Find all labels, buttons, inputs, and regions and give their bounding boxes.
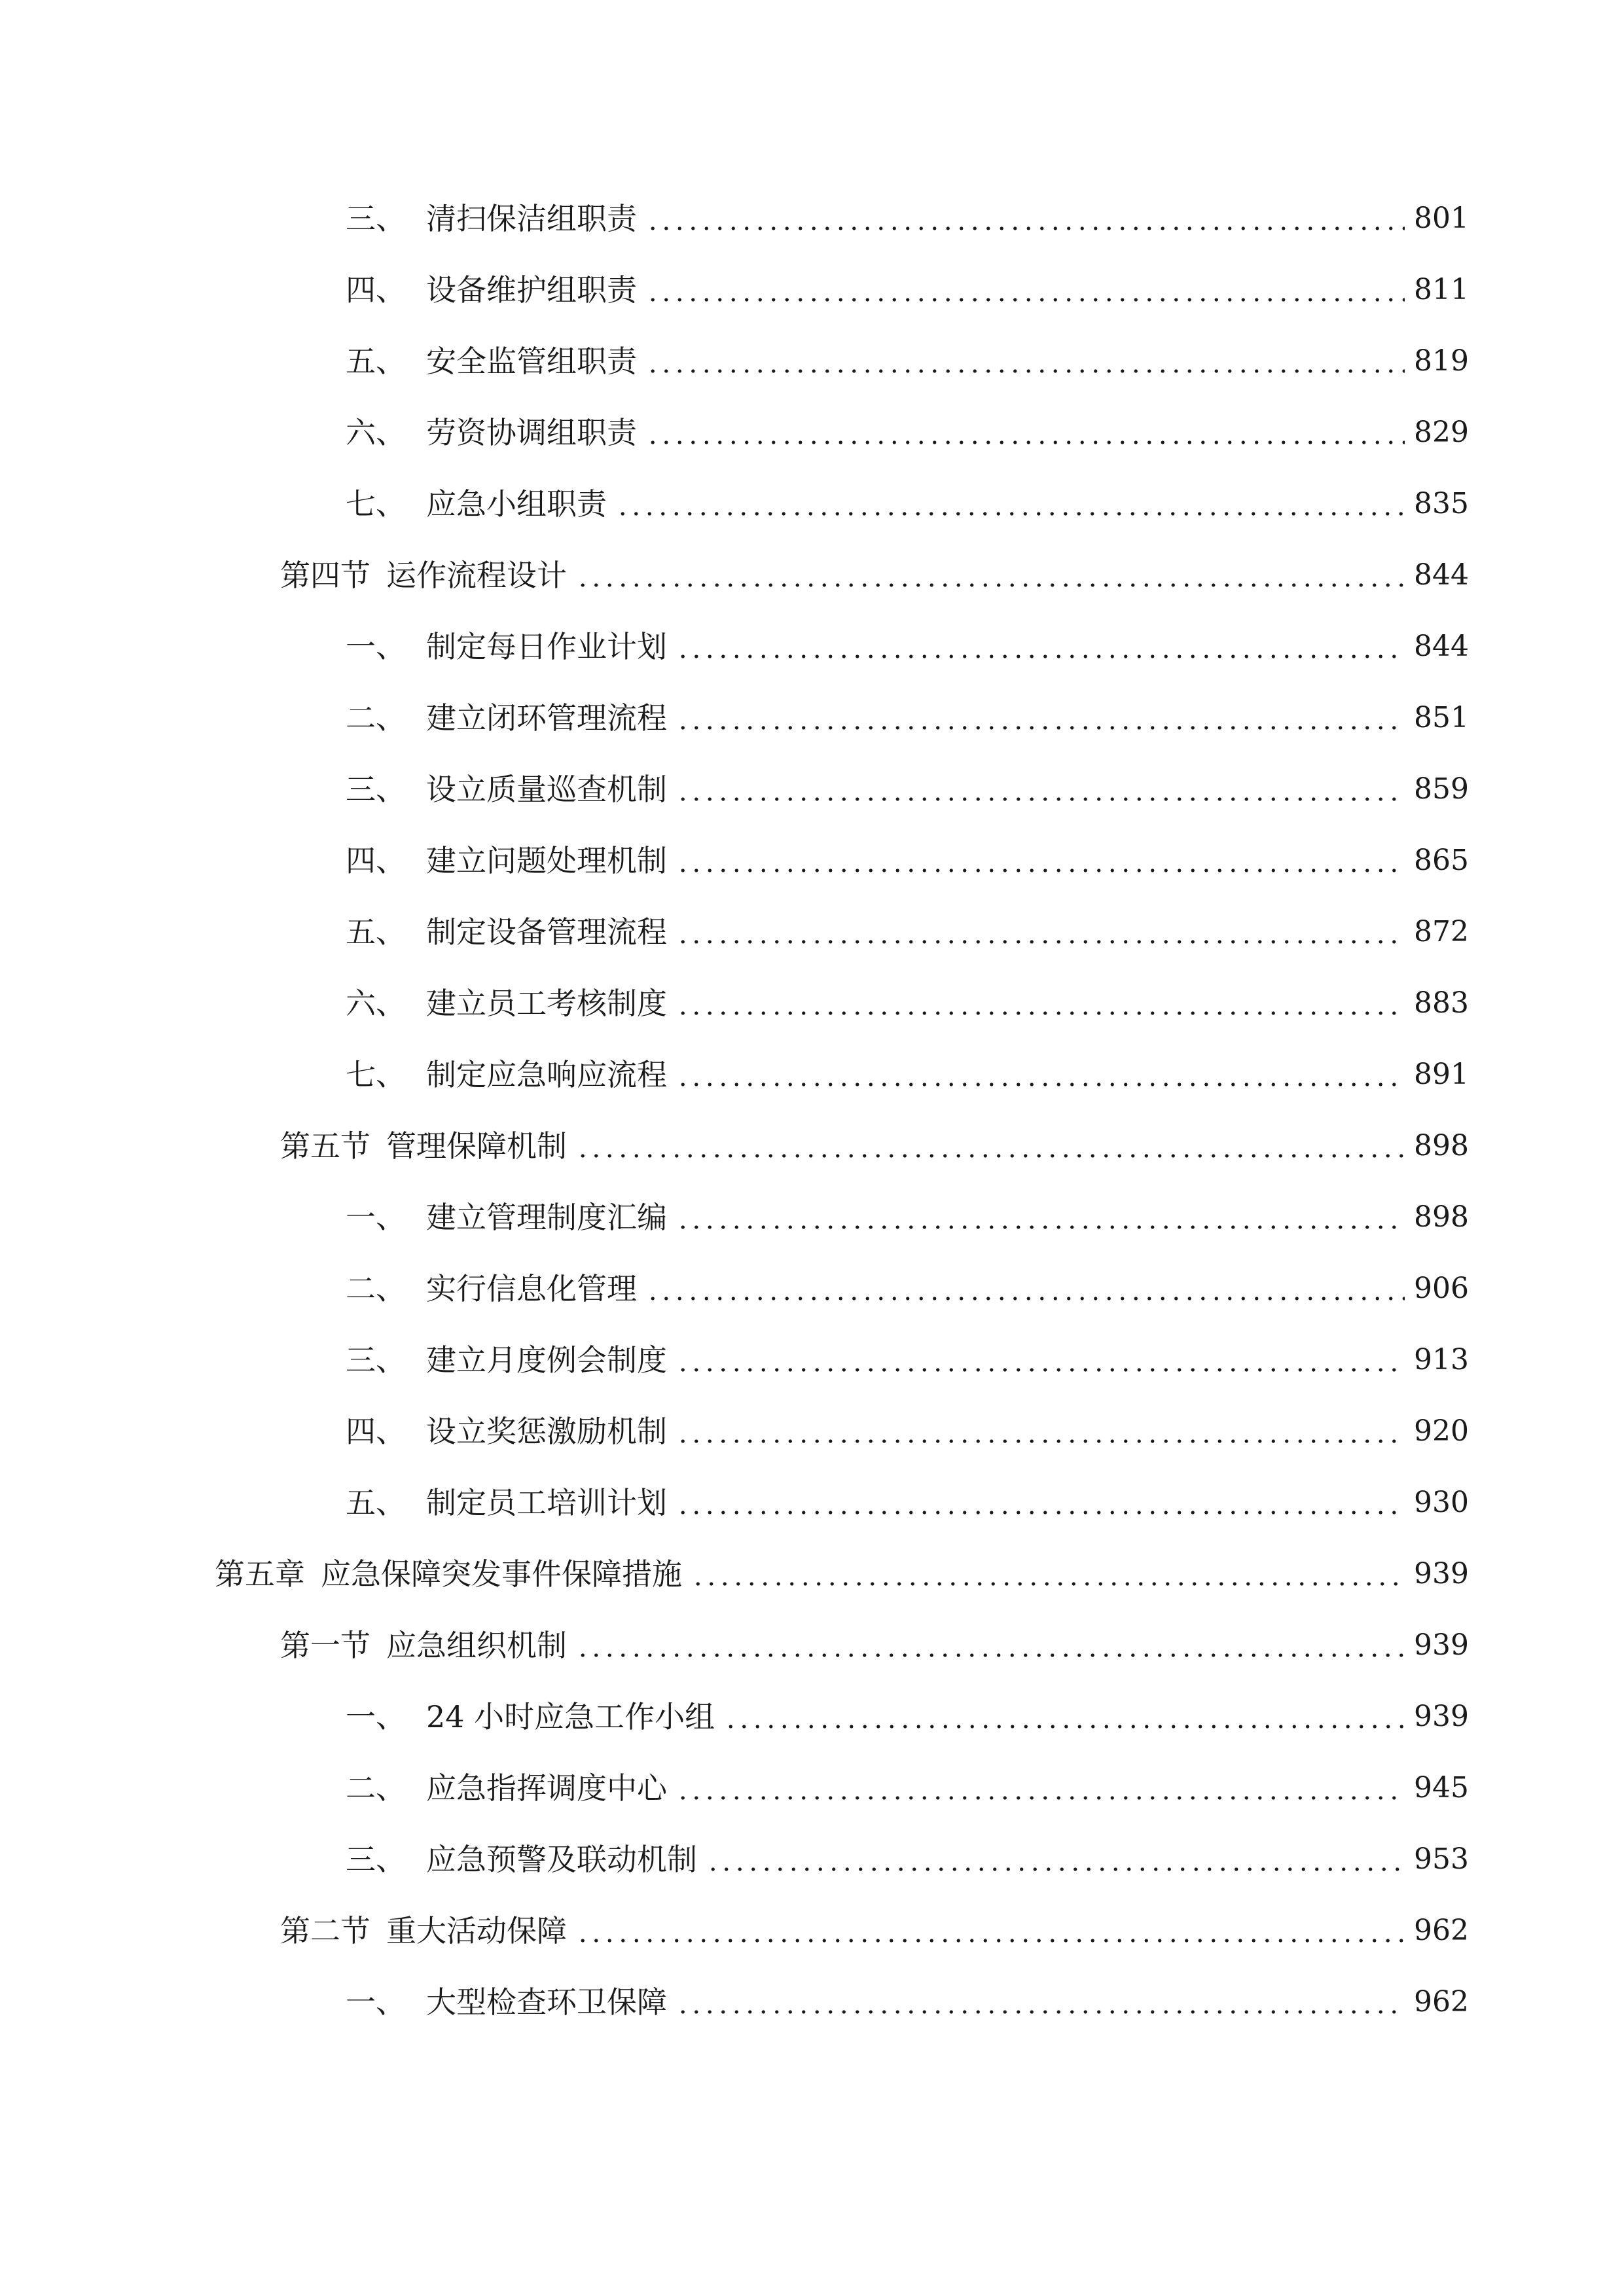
toc-entry-number: 三、: [346, 1842, 406, 1877]
toc-entry-title: 制定每日作业计划: [426, 629, 667, 664]
toc-entry-number: 一、: [346, 1699, 406, 1734]
toc-entry-title: 大型检查环卫保障: [426, 1984, 667, 2020]
dot-leader: [676, 1762, 1405, 1814]
dot-leader: [576, 1619, 1405, 1672]
dot-leader: [676, 692, 1405, 744]
toc-entry-number: 六、: [346, 986, 406, 1021]
toc-entry-page: 945: [1414, 1771, 1469, 1804]
toc-entry-page: 872: [1414, 915, 1469, 948]
toc-entry[interactable]: [346, 192, 1469, 245]
toc-entry-section[interactable]: [280, 1120, 1469, 1172]
toc-entry-title: 重大活动保障: [386, 1913, 567, 1948]
dot-leader: [576, 1120, 1405, 1172]
toc-entry-title: 建立闭环管理流程: [426, 700, 667, 736]
toc-entry-title: 安全监管组职责: [426, 344, 637, 379]
toc-entry[interactable]: [346, 1191, 1469, 1244]
toc-entry-number: 一、: [346, 1200, 406, 1235]
dot-leader: [676, 1976, 1405, 2028]
toc-entry[interactable]: [346, 1691, 1469, 1743]
dot-leader: [676, 620, 1405, 673]
toc-entry-title: 设立奖惩激励机制: [426, 1414, 667, 1449]
toc-entry-page: 891: [1414, 1058, 1469, 1091]
toc-entry-page: 851: [1414, 701, 1469, 734]
toc-entry-page: 898: [1414, 1129, 1469, 1162]
toc-entry-title: 建立问题处理机制: [426, 843, 667, 878]
toc-entry[interactable]: [346, 1477, 1469, 1529]
toc-entry-title: 应急指挥调度中心: [426, 1770, 667, 1806]
toc-entry-page: 920: [1414, 1414, 1469, 1448]
dot-leader: [676, 906, 1405, 958]
toc-entry-title: 应急组织机制: [386, 1628, 567, 1663]
toc-entry-page: 801: [1414, 202, 1469, 235]
toc-entry-number: 第一节: [280, 1628, 370, 1663]
dot-leader: [616, 478, 1405, 530]
toc-entry-page: 953: [1414, 1842, 1469, 1876]
toc-entry-title: 应急小组职责: [426, 486, 607, 522]
toc-entry-title: 建立月度例会制度: [426, 1342, 667, 1378]
toc-entry[interactable]: [346, 335, 1469, 387]
toc-entry-page: 913: [1414, 1343, 1469, 1376]
toc-entry-number: 五、: [346, 344, 406, 379]
dot-leader: [676, 763, 1405, 816]
toc-entry-page: 819: [1414, 344, 1469, 378]
toc-entry-title: 制定员工培训计划: [426, 1485, 667, 1520]
toc-entry-title: 实行信息化管理: [426, 1271, 637, 1306]
dot-leader: [676, 977, 1405, 1030]
toc-entry-chapter[interactable]: [215, 1548, 1469, 1600]
toc-entry-number: 二、: [346, 700, 406, 736]
toc-entry-page: 883: [1414, 986, 1469, 1020]
toc-entry[interactable]: [346, 1334, 1469, 1386]
dot-leader: [676, 1405, 1405, 1458]
dot-leader: [576, 549, 1405, 601]
toc-entry-title: 应急预警及联动机制: [426, 1842, 697, 1877]
dot-leader: [676, 1477, 1405, 1529]
toc-entry[interactable]: [346, 1833, 1469, 1886]
toc-entry-title: 管理保障机制: [386, 1128, 567, 1164]
toc-entry[interactable]: [346, 906, 1469, 958]
toc-entry-number: 三、: [346, 201, 406, 236]
toc-entry-page: 859: [1414, 772, 1469, 806]
toc-entry-title: 清扫保洁组职责: [426, 201, 637, 236]
toc-entry-section[interactable]: [280, 549, 1469, 601]
toc-entry[interactable]: [346, 620, 1469, 673]
toc-entry-section[interactable]: [280, 1619, 1469, 1672]
toc-entry[interactable]: [346, 1263, 1469, 1315]
toc-entry[interactable]: [346, 977, 1469, 1030]
toc-entry-page: 939: [1414, 1700, 1469, 1733]
toc-entry[interactable]: [346, 1049, 1469, 1101]
dot-leader: [646, 192, 1405, 245]
toc-entry-number: 第二节: [280, 1913, 370, 1948]
dot-leader: [646, 406, 1405, 459]
toc-entry-page: 844: [1414, 630, 1469, 663]
toc-entry-number: 四、: [346, 1414, 406, 1449]
toc-entry-page: 939: [1414, 1557, 1469, 1590]
toc-entry[interactable]: [346, 1405, 1469, 1458]
toc-entry[interactable]: [346, 763, 1469, 816]
toc-entry-number: 三、: [346, 1342, 406, 1378]
toc-entry-title: 设备维护组职责: [426, 272, 637, 308]
toc-entry-page: 930: [1414, 1486, 1469, 1519]
toc-entry-section[interactable]: [280, 1905, 1469, 1957]
toc-entry[interactable]: [346, 478, 1469, 530]
toc-entry-number: 四、: [346, 843, 406, 878]
dot-leader: [646, 335, 1405, 387]
toc-entry-page: 898: [1414, 1200, 1469, 1234]
toc-entry-page: 835: [1414, 487, 1469, 520]
dot-leader: [676, 1191, 1405, 1244]
toc-entry[interactable]: [346, 264, 1469, 316]
toc-entry-title: 运作流程设计: [386, 558, 567, 593]
toc-entry-title: 制定设备管理流程: [426, 914, 667, 950]
toc-entry-page: 906: [1414, 1272, 1469, 1305]
dot-leader: [646, 264, 1405, 316]
toc-entry-title: 劳资协调组职责: [426, 415, 637, 450]
toc-entry-number: 二、: [346, 1271, 406, 1306]
toc-entry-page: 811: [1414, 273, 1469, 306]
dot-leader: [706, 1833, 1405, 1886]
toc-entry-number: 一、: [346, 629, 406, 664]
toc-entry-page: 962: [1414, 1914, 1469, 1947]
toc-entry-number: 一、: [346, 1984, 406, 2020]
toc-entry-number: 第四节: [280, 558, 370, 593]
dot-leader: [724, 1691, 1405, 1743]
toc-entry-number: 七、: [346, 486, 406, 522]
toc-entry-page: 829: [1414, 416, 1469, 449]
toc-entry-title: 应急保障突发事件保障措施: [321, 1556, 682, 1592]
toc-entry-number: 第五章: [215, 1556, 305, 1592]
dot-leader: [676, 834, 1405, 887]
toc-entry[interactable]: [346, 834, 1469, 887]
toc-entry-number: 二、: [346, 1770, 406, 1806]
toc-entry-number: 七、: [346, 1057, 406, 1092]
dot-leader: [576, 1905, 1405, 1957]
toc-entry[interactable]: [346, 406, 1469, 459]
toc-entry[interactable]: [346, 1976, 1469, 2028]
toc-entry-title: 建立管理制度汇编: [426, 1200, 667, 1235]
toc-entry-title: 24 小时应急工作小组: [426, 1699, 715, 1734]
toc-entry-page: 865: [1414, 844, 1469, 877]
toc-entry-number: 六、: [346, 415, 406, 450]
dot-leader: [676, 1334, 1405, 1386]
toc-entry-title: 制定应急响应流程: [426, 1057, 667, 1092]
toc-entry-number: 第五节: [280, 1128, 370, 1164]
toc-entry-number: 三、: [346, 772, 406, 807]
dot-leader: [646, 1263, 1405, 1315]
toc-entry[interactable]: [346, 1762, 1469, 1814]
toc-entry-number: 五、: [346, 914, 406, 950]
toc-entry[interactable]: [346, 692, 1469, 744]
dot-leader: [676, 1049, 1405, 1101]
toc-entry-page: 844: [1414, 558, 1469, 592]
toc-entry-number: 四、: [346, 272, 406, 308]
toc-entry-page: 962: [1414, 1985, 1469, 2018]
toc-entry-title: 建立员工考核制度: [426, 986, 667, 1021]
toc-entry-number: 五、: [346, 1485, 406, 1520]
dot-leader: [691, 1548, 1405, 1600]
toc-entry-page: 939: [1414, 1628, 1469, 1662]
toc-entry-title: 设立质量巡查机制: [426, 772, 667, 807]
